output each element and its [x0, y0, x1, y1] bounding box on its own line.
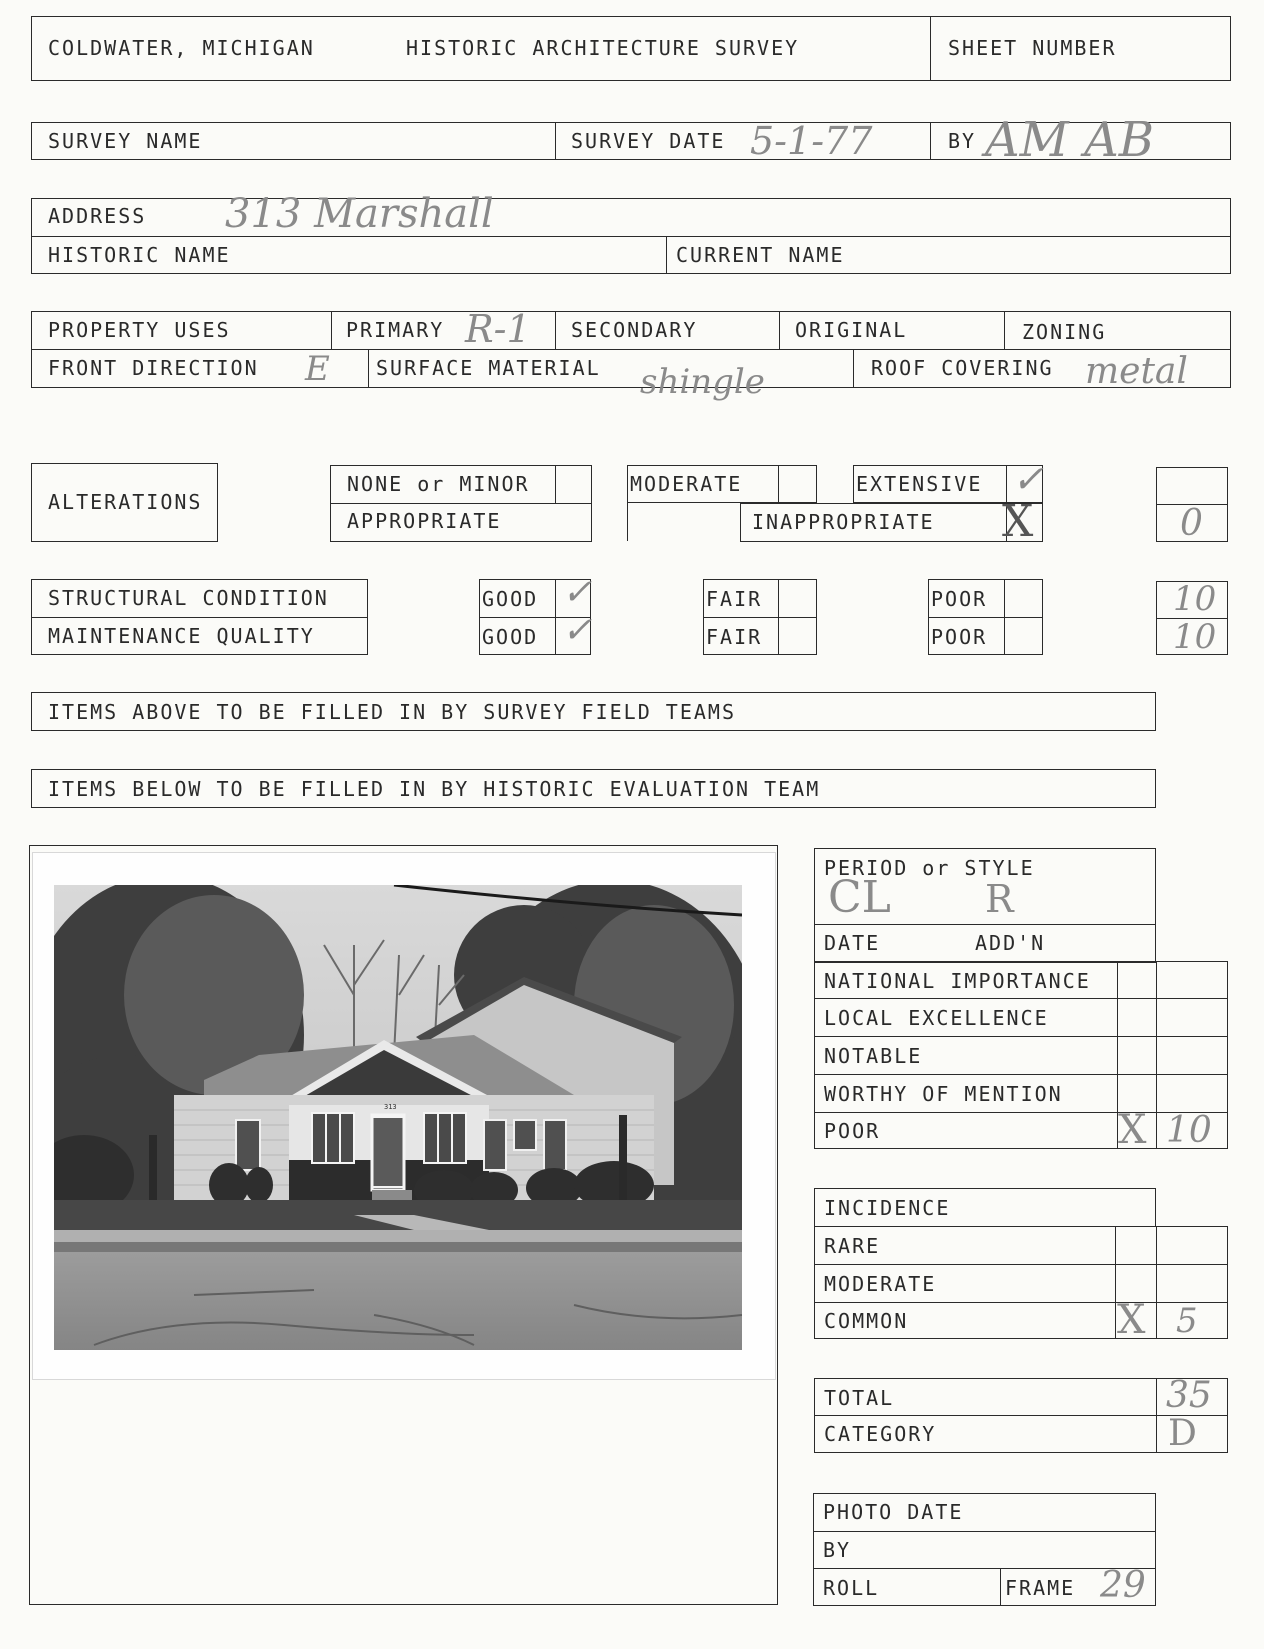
notable-label: NOTABLE: [824, 1044, 923, 1068]
period-label: PERIOD or STYLE: [824, 856, 1035, 880]
sheet-number-label: SHEET NUMBER: [948, 36, 1117, 60]
total-value: 35: [1166, 1375, 1212, 1416]
front-direction-label: FRONT DIRECTION: [48, 356, 259, 380]
fair-divider: [703, 617, 817, 618]
poor-eval-score: 10: [1166, 1110, 1212, 1151]
period-value-2: R: [985, 877, 1014, 921]
none-minor-check-divider: [555, 465, 556, 503]
surface-material-value: shingle: [640, 362, 765, 402]
poor-eval-label: POOR: [824, 1119, 881, 1143]
original-label: ORIGINAL: [795, 318, 908, 342]
property-divider-1: [331, 311, 332, 349]
incidence-moderate-label: MODERATE: [824, 1272, 937, 1296]
date-label: DATE: [824, 931, 881, 955]
front-direction-value: E: [305, 349, 330, 389]
maintenance-score: 10: [1173, 617, 1217, 657]
addn-label: ADD'N: [975, 931, 1046, 955]
incidence-check-divider: [1115, 1226, 1116, 1339]
zoning-label: ZONING: [1022, 320, 1107, 344]
alt-row-divider-1: [330, 503, 592, 504]
property-divider-3: [779, 311, 780, 349]
common-label: COMMON: [824, 1309, 909, 1333]
incidence-divider-1: [814, 1264, 1228, 1265]
incidence-score-divider: [1156, 1226, 1157, 1339]
frame-divider: [1000, 1568, 1001, 1606]
survey-by-label: BY: [948, 129, 977, 153]
maintenance-label: MAINTENANCE QUALITY: [48, 624, 315, 648]
roof-covering-value: metal: [1085, 351, 1188, 392]
poor-check-divider: [1004, 579, 1005, 655]
property-uses-label: PROPERTY USES: [48, 318, 231, 342]
survey-divider-2: [930, 122, 931, 160]
category-label: CATEGORY: [824, 1422, 937, 1446]
survey-by-value: AM AB: [985, 112, 1155, 168]
extensive-mark: ✓: [1012, 457, 1044, 501]
importance-divider-3: [814, 1074, 1228, 1075]
good-label-1: GOOD: [482, 587, 539, 611]
category-value: D: [1168, 1413, 1197, 1454]
alterations-score: 0: [1180, 503, 1203, 544]
importance-score-divider: [1156, 961, 1157, 1149]
poor-eval-mark: X: [1118, 1107, 1147, 1153]
worthy-label: WORTHY OF MENTION: [824, 1082, 1063, 1106]
property-divider-5: [368, 349, 369, 388]
local-label: LOCAL EXCELLENCE: [824, 1006, 1049, 1030]
survey-title: HISTORIC ARCHITECTURE SURVEY: [406, 36, 800, 60]
surface-material-label: SURFACE MATERIAL: [376, 356, 601, 380]
frame-label: FRAME: [1005, 1576, 1076, 1600]
importance-divider-2: [814, 1036, 1228, 1037]
fair-label-1: FAIR: [706, 587, 763, 611]
house-photo: [54, 885, 742, 1350]
importance-divider-1: [814, 998, 1228, 999]
survey-date-value: 5-1-77: [750, 119, 873, 163]
note-above: ITEMS ABOVE TO BE FILLED IN BY SURVEY FIELD TEAMS: [48, 700, 737, 724]
property-divider-6: [853, 349, 854, 388]
rare-label: RARE: [824, 1234, 881, 1258]
frame-value: 29: [1100, 1565, 1146, 1606]
period-divider: [814, 924, 1156, 925]
inappropriate-mark: X: [1002, 496, 1034, 547]
house-photo-svg: [54, 885, 742, 1350]
none-minor-label: NONE or MINOR: [347, 472, 530, 496]
note-below: ITEMS BELOW TO BE FILLED IN BY HISTORIC EVALUATION TEAM: [48, 777, 821, 801]
appropriate-label: APPROPRIATE: [347, 509, 502, 533]
primary-label: PRIMARY: [346, 318, 445, 342]
period-value-1: CL: [828, 872, 891, 923]
poor-label-1: POOR: [931, 587, 988, 611]
structural-label: STRUCTURAL CONDITION: [48, 586, 329, 610]
survey-name-label: SURVEY NAME: [48, 129, 203, 153]
house-number: 313: [384, 1103, 397, 1111]
moderate-label: MODERATE: [630, 472, 743, 496]
header-divider: [930, 16, 931, 81]
incidence-divider-2: [814, 1302, 1228, 1303]
name-divider: [666, 236, 667, 274]
common-mark: X: [1117, 1297, 1146, 1343]
address-value: 313 Marshall: [225, 191, 494, 237]
moderate-check-divider: [778, 465, 779, 503]
maintenance-good-mark: ✓: [562, 610, 593, 651]
inappropriate-label: INAPPROPRIATE: [752, 510, 935, 534]
structural-score: 10: [1173, 579, 1217, 619]
property-divider: [31, 349, 1231, 350]
current-name-label: CURRENT NAME: [676, 243, 845, 267]
roll-label: ROLL: [823, 1576, 880, 1600]
good-check-divider: [555, 579, 556, 655]
photo-by-label: BY: [823, 1538, 852, 1562]
property-divider-2: [555, 311, 556, 349]
alterations-label: ALTERATIONS: [48, 490, 203, 514]
address-divider: [31, 236, 1231, 237]
extensive-label: EXTENSIVE: [856, 472, 983, 496]
address-label: ADDRESS: [48, 204, 147, 228]
fair-check-divider: [778, 579, 779, 655]
city-label: COLDWATER, MICHIGAN: [48, 36, 315, 60]
poor-label-2: POOR: [931, 625, 988, 649]
poor-divider: [928, 617, 1043, 618]
primary-value: R-1: [465, 307, 531, 351]
moderate-stub: [627, 503, 628, 541]
total-label: TOTAL: [824, 1386, 895, 1410]
property-divider-4: [1004, 311, 1005, 349]
common-score: 5: [1176, 1301, 1198, 1341]
secondary-label: SECONDARY: [571, 318, 698, 342]
condition-divider: [31, 617, 368, 618]
good-label-2: GOOD: [482, 625, 539, 649]
structural-good-mark: ✓: [562, 572, 593, 613]
incidence-label: INCIDENCE: [824, 1196, 951, 1220]
survey-divider-1: [555, 122, 556, 160]
historic-name-label: HISTORIC NAME: [48, 243, 231, 267]
photo-info-divider-1: [813, 1531, 1156, 1532]
fair-label-2: FAIR: [706, 625, 763, 649]
photo-date-label: PHOTO DATE: [823, 1500, 964, 1524]
national-label: NATIONAL IMPORTANCE: [824, 969, 1091, 993]
roof-covering-label: ROOF COVERING: [871, 356, 1054, 380]
survey-date-label: SURVEY DATE: [571, 129, 726, 153]
